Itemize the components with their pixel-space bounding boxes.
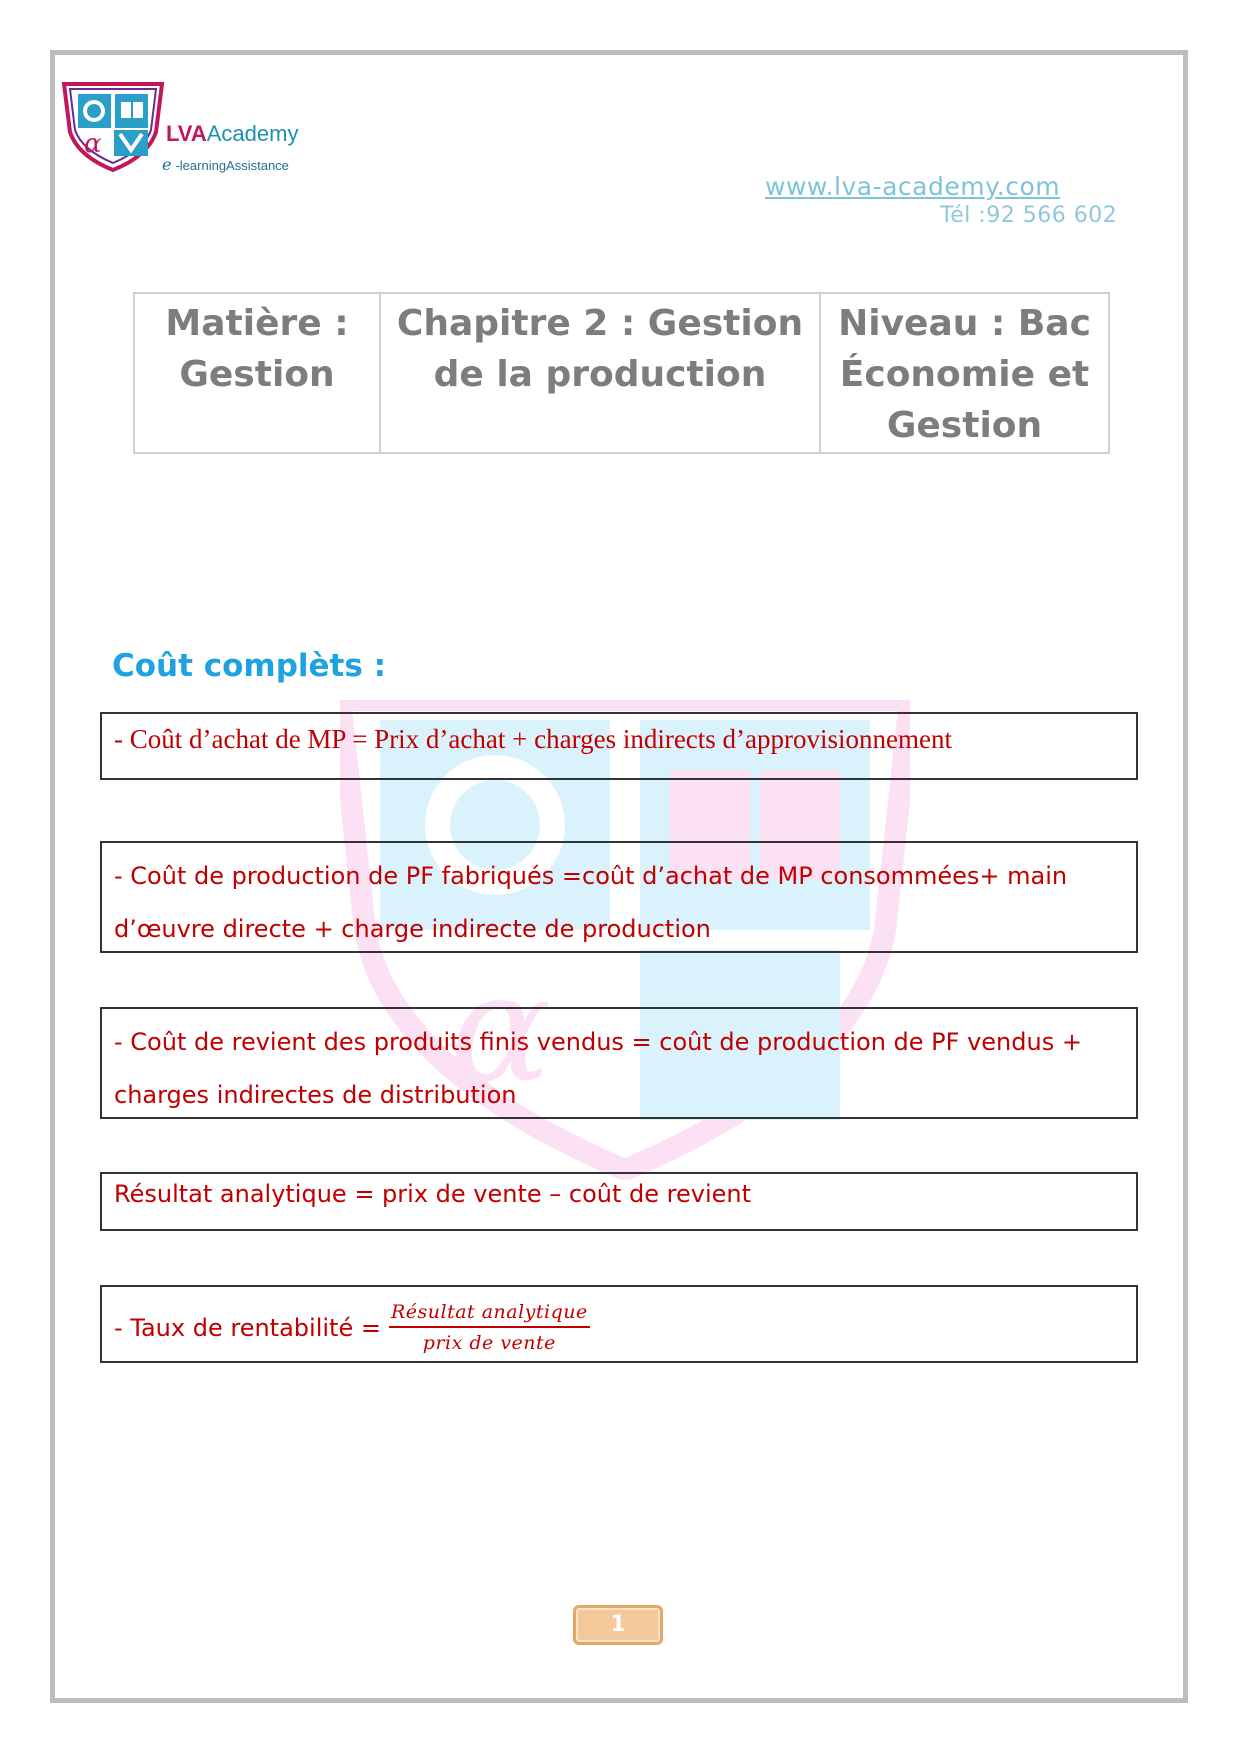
- fraction-numerator: Résultat analytique: [389, 1301, 590, 1328]
- lva-academy-logo-icon: [58, 80, 168, 172]
- formula-cout-achat: - Coût d’achat de MP = Prix d’achat + charges indirects d’approvisionnement: [100, 712, 1138, 780]
- fraction-denominator: prix de vente: [422, 1332, 556, 1354]
- formula-resultat-analytique: Résultat analytique = prix de vente – coût de revient: [100, 1172, 1138, 1231]
- website-link[interactable]: www.lva-academy.com: [765, 172, 1061, 201]
- brand-academy: Academy: [206, 121, 299, 146]
- section-title: Coût complèts :: [112, 648, 387, 684]
- formula-cout-revient: - Coût de revient des produits finis vendus = coût de production de PF vendus + charges indirectes de distribution: [100, 1007, 1138, 1119]
- brand-lva: LVA: [166, 121, 207, 146]
- level-cell: Niveau : Bac Économie et Gestion: [820, 293, 1109, 453]
- rentabilite-fraction: [389, 1301, 590, 1354]
- rentabilite-label: - Taux de rentabilité =: [114, 1313, 381, 1342]
- svg-text:α: α: [84, 129, 102, 159]
- page-number-badge: 1: [573, 1605, 663, 1645]
- tagline-text: -learningAssistance: [175, 158, 289, 173]
- formula-cout-production: - Coût de production de PF fabriqués =coût d’achat de MP consommées+ main d’œuvre directe + charge indirecte de production: [100, 841, 1138, 953]
- brand-name: [166, 121, 298, 147]
- chapter-cell: Chapitre 2 : Gestion de la production: [380, 293, 820, 453]
- svg-text:α: α: [450, 942, 552, 1116]
- phone-number: Tél :92 566 602: [940, 203, 1118, 228]
- formula-taux-rentabilite: [100, 1285, 1138, 1363]
- tagline-e: e: [162, 155, 172, 174]
- subject-cell: Matière : Gestion: [134, 293, 380, 453]
- info-table: [133, 292, 1110, 454]
- brand-tagline: [162, 155, 289, 174]
- rentabilite-row: [114, 1301, 590, 1354]
